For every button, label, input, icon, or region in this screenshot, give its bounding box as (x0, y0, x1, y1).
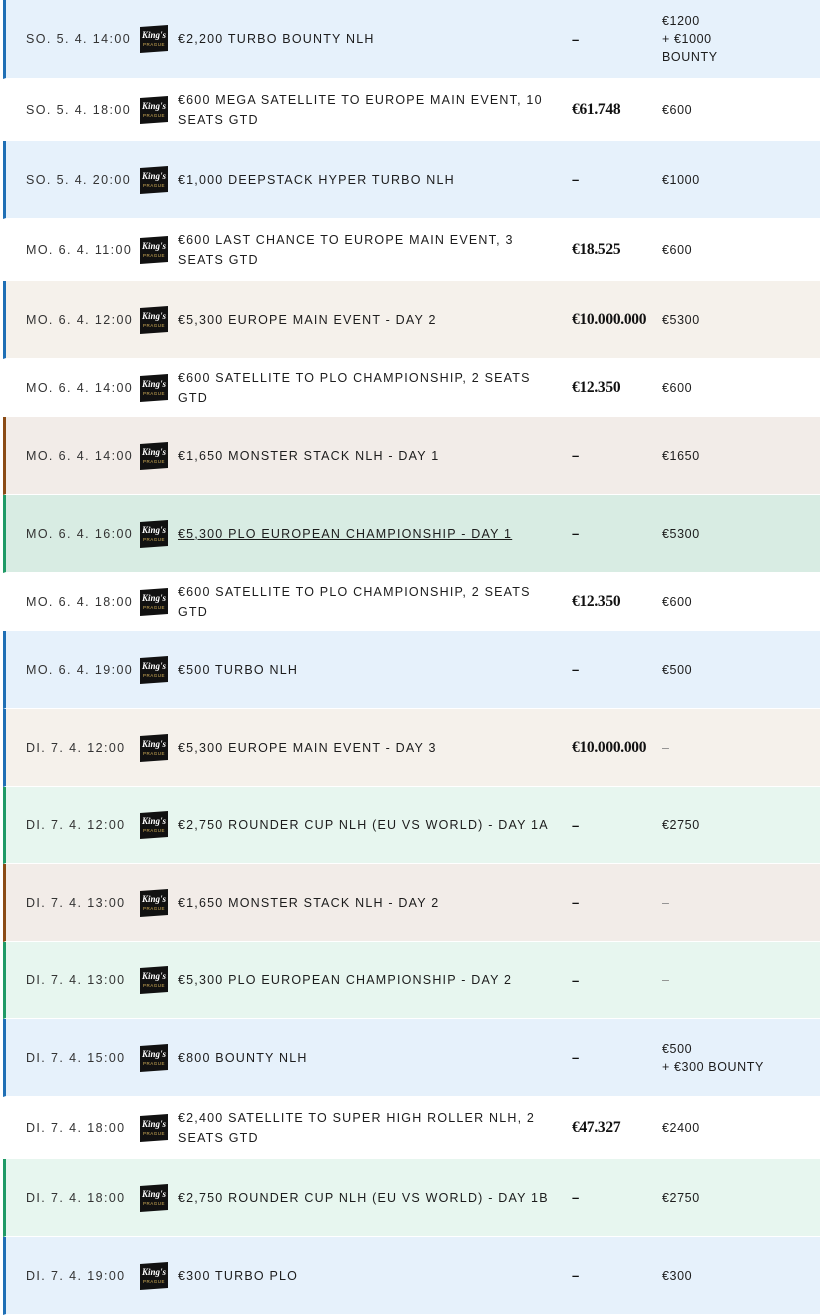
event-name: €500 TURBO NLH (178, 662, 299, 677)
event-date-time: DI. 7. 4. 13:00 (26, 895, 126, 910)
event-date-time: MO. 6. 4. 12:00 (26, 312, 134, 327)
buy-in (662, 739, 820, 757)
svg-text:PRAGUE: PRAGUE (142, 750, 166, 756)
svg-text:King's: King's (141, 816, 167, 826)
buy-in-line: €5300 (662, 526, 700, 541)
buy-in (662, 171, 820, 189)
buy-in-line: €500 (662, 662, 693, 677)
buy-in (662, 379, 820, 397)
buy-in-line: + €300 BOUNTY (662, 1059, 764, 1074)
buy-in (662, 1040, 820, 1076)
table-row-17[interactable] (3, 1159, 820, 1237)
svg-text:King's: King's (141, 378, 167, 389)
svg-text:PRAGUE: PRAGUE (142, 458, 166, 464)
event-date-time: MO. 6. 4. 18:00 (26, 594, 134, 609)
svg-text:PRAGUE: PRAGUE (142, 390, 166, 396)
svg-text:PRAGUE: PRAGUE (142, 905, 166, 911)
guaranteed-prize: – (572, 1268, 579, 1283)
svg-text:PRAGUE: PRAGUE (142, 42, 166, 47)
guaranteed-prize: €47.327 (572, 1118, 621, 1136)
event-date-time: DI. 7. 4. 19:00 (26, 1268, 126, 1283)
tournament-schedule (3, 0, 820, 1315)
table-row-14[interactable] (3, 942, 820, 1019)
svg-text:PRAGUE: PRAGUE (142, 1278, 166, 1284)
kings-prague-logo-icon (139, 519, 169, 549)
buy-in (662, 661, 820, 679)
kings-prague-logo-icon (139, 1183, 169, 1213)
buy-in-line: – (662, 740, 670, 755)
buy-in (662, 894, 820, 912)
buy-in-line: – (662, 895, 670, 910)
guaranteed-prize: €12.350 (572, 378, 621, 396)
svg-text:King's: King's (141, 524, 167, 535)
svg-text:King's: King's (141, 446, 167, 457)
buy-in (662, 1119, 820, 1137)
event-date-time: DI. 7. 4. 18:00 (26, 1190, 126, 1205)
svg-text:King's: King's (141, 240, 167, 251)
buy-in (662, 101, 820, 119)
svg-text:PRAGUE: PRAGUE (142, 252, 166, 258)
buy-in (662, 447, 820, 465)
svg-text:King's: King's (141, 170, 167, 181)
event-name: €600 LAST CHANCE TO EUROPE MAIN EVENT, 3 SEATS GTD (178, 232, 514, 267)
svg-text:PRAGUE: PRAGUE (142, 322, 166, 328)
guaranteed-prize: – (572, 662, 579, 677)
buy-in-line: €600 (662, 242, 693, 257)
svg-text:King's: King's (141, 100, 167, 111)
table-row-8[interactable] (3, 495, 820, 573)
table-row-16[interactable] (3, 1097, 820, 1159)
guaranteed-prize: – (572, 31, 579, 47)
buy-in (662, 1189, 820, 1207)
kings-prague-logo-icon (139, 965, 169, 995)
event-date-time: SO. 5. 4. 20:00 (26, 172, 132, 187)
svg-text:PRAGUE: PRAGUE (142, 672, 166, 678)
table-row-5[interactable] (3, 281, 820, 359)
table-row-4[interactable] (3, 219, 820, 281)
kings-prague-logo-icon (139, 305, 169, 335)
table-row-3[interactable] (3, 141, 820, 219)
kings-prague-logo-icon (139, 24, 169, 54)
buy-in-line: + €1000 (662, 32, 712, 46)
event-name: €2,750 ROUNDER CUP NLH (EU VS WORLD) - DAY 1A (178, 818, 549, 832)
table-row-11[interactable] (3, 709, 820, 787)
svg-text:PRAGUE: PRAGUE (142, 1200, 166, 1206)
event-name: €1,650 MONSTER STACK NLH - DAY 1 (178, 448, 440, 463)
table-row-13[interactable] (3, 864, 820, 942)
table-row-9[interactable] (3, 573, 820, 631)
event-date-time: MO. 6. 4. 19:00 (26, 662, 134, 677)
kings-prague-logo-icon (139, 165, 169, 195)
table-row-10[interactable] (3, 631, 820, 709)
svg-text:King's: King's (141, 738, 167, 749)
guaranteed-prize: – (572, 172, 579, 187)
table-row-15[interactable] (3, 1019, 820, 1097)
event-date-time: DI. 7. 4. 15:00 (26, 1050, 126, 1065)
buy-in-line: €2750 (662, 1190, 700, 1205)
svg-text:PRAGUE: PRAGUE (142, 182, 166, 188)
guaranteed-prize: – (572, 895, 579, 910)
svg-text:King's: King's (141, 971, 167, 981)
event-name: €2,400 SATELLITE TO SUPER HIGH ROLLER NLH, 2 SEATS GTD (178, 1110, 536, 1145)
event-date-time: MO. 6. 4. 11:00 (26, 242, 133, 257)
event-name: €800 BOUNTY NLH (178, 1050, 308, 1065)
svg-text:PRAGUE: PRAGUE (142, 1130, 166, 1136)
guaranteed-prize: – (572, 526, 579, 541)
buy-in-line: BOUNTY (662, 50, 718, 64)
buy-in-line: – (662, 973, 670, 987)
event-name: €300 TURBO PLO (178, 1268, 299, 1283)
event-date-time: SO. 5. 4. 18:00 (26, 102, 132, 117)
event-name: €600 SATELLITE TO PLO CHAMPIONSHIP, 2 SEATS GTD (178, 370, 531, 405)
svg-text:King's: King's (141, 310, 167, 321)
kings-prague-logo-icon (139, 733, 169, 763)
svg-text:King's: King's (141, 30, 167, 40)
buy-in-line: €600 (662, 380, 693, 395)
guaranteed-prize: – (572, 1190, 579, 1205)
guaranteed-prize: – (572, 817, 579, 833)
guaranteed-prize: – (572, 972, 579, 988)
table-row-2[interactable] (3, 79, 820, 141)
buy-in-line: €2400 (662, 1120, 700, 1135)
event-name: €600 SATELLITE TO PLO CHAMPIONSHIP, 2 SEATS GTD (178, 584, 531, 619)
buy-in (662, 525, 820, 543)
svg-text:King's: King's (141, 592, 167, 603)
svg-text:PRAGUE: PRAGUE (142, 604, 166, 610)
event-name: €1,000 DEEPSTACK HYPER TURBO NLH (178, 172, 455, 187)
event-date-time: MO. 6. 4. 14:00 (26, 448, 134, 463)
svg-text:PRAGUE: PRAGUE (142, 828, 166, 833)
kings-prague-logo-icon (139, 373, 169, 403)
buy-in-line: €300 (662, 1268, 693, 1283)
event-date-time: DI. 7. 4. 12:00 (26, 740, 126, 755)
event-date-time: DI. 7. 4. 18:00 (26, 1120, 126, 1135)
svg-text:PRAGUE: PRAGUE (142, 536, 166, 542)
event-date-time: SO. 5. 4. 14:00 (26, 32, 132, 46)
guaranteed-prize: €61.748 (572, 100, 621, 118)
buy-in (662, 593, 820, 611)
buy-in-line: €1650 (662, 448, 700, 463)
guaranteed-prize: – (572, 448, 579, 463)
kings-prague-logo-icon (139, 888, 169, 918)
buy-in-line: €600 (662, 102, 693, 117)
kings-prague-logo-icon (139, 810, 169, 840)
svg-text:King's: King's (141, 1048, 167, 1059)
guaranteed-prize: €18.525 (572, 240, 621, 258)
buy-in (662, 311, 820, 329)
event-name: €1,650 MONSTER STACK NLH - DAY 2 (178, 895, 440, 910)
event-name: €5,300 PLO EUROPEAN CHAMPIONSHIP - DAY 2 (178, 973, 513, 987)
event-name: €600 MEGA SATELLITE TO EUROPE MAIN EVENT, 10 SEATS GTD (178, 92, 543, 127)
buy-in-line: €2750 (662, 818, 700, 832)
kings-prague-logo-icon (139, 441, 169, 471)
buy-in (662, 971, 820, 989)
guaranteed-prize: €10.000.000 (572, 738, 647, 756)
buy-in (662, 241, 820, 259)
svg-text:King's: King's (141, 660, 167, 671)
buy-in-line: €600 (662, 594, 693, 609)
event-date-time: DI. 7. 4. 12:00 (26, 818, 126, 832)
buy-in (662, 1267, 820, 1285)
guaranteed-prize: €12.350 (572, 592, 621, 610)
event-date-time: MO. 6. 4. 14:00 (26, 380, 134, 395)
buy-in (662, 816, 820, 834)
kings-prague-logo-icon (139, 587, 169, 617)
svg-text:PRAGUE: PRAGUE (142, 112, 166, 118)
svg-text:King's: King's (141, 893, 167, 904)
svg-text:King's: King's (141, 1266, 167, 1277)
kings-prague-logo-icon (139, 655, 169, 685)
svg-text:King's: King's (141, 1118, 167, 1129)
event-name-link[interactable]: €5,300 PLO EUROPEAN CHAMPIONSHIP - DAY 1 (178, 526, 513, 541)
event-date-time: DI. 7. 4. 13:00 (26, 973, 126, 987)
event-name: €5,300 EUROPE MAIN EVENT - DAY 2 (178, 312, 437, 327)
kings-prague-logo-icon (139, 95, 169, 125)
guaranteed-prize: €10.000.000 (572, 310, 647, 328)
kings-prague-logo-icon (139, 1113, 169, 1143)
buy-in-line: €5300 (662, 312, 700, 327)
buy-in-line: €1200 (662, 14, 700, 28)
guaranteed-prize: – (572, 1050, 579, 1065)
svg-text:PRAGUE: PRAGUE (142, 983, 166, 988)
buy-in-line: €1000 (662, 172, 700, 187)
kings-prague-logo-icon (139, 1043, 169, 1073)
table-row-1[interactable] (3, 0, 820, 79)
kings-prague-logo-icon (139, 1261, 169, 1291)
event-name: €2,200 TURBO BOUNTY NLH (178, 32, 375, 46)
table-row-6[interactable] (3, 359, 820, 417)
table-row-7[interactable] (3, 417, 820, 495)
table-row-12[interactable] (3, 787, 820, 864)
buy-in-line: €500 (662, 1041, 693, 1056)
event-name: €2,750 ROUNDER CUP NLH (EU VS WORLD) - DAY 1B (178, 1190, 549, 1205)
svg-text:King's: King's (141, 1188, 167, 1199)
event-date-time: MO. 6. 4. 16:00 (26, 526, 134, 541)
buy-in (662, 12, 820, 66)
kings-prague-logo-icon (139, 235, 169, 265)
table-row-18[interactable] (3, 1237, 820, 1315)
event-name: €5,300 EUROPE MAIN EVENT - DAY 3 (178, 740, 437, 755)
svg-text:PRAGUE: PRAGUE (142, 1060, 166, 1066)
